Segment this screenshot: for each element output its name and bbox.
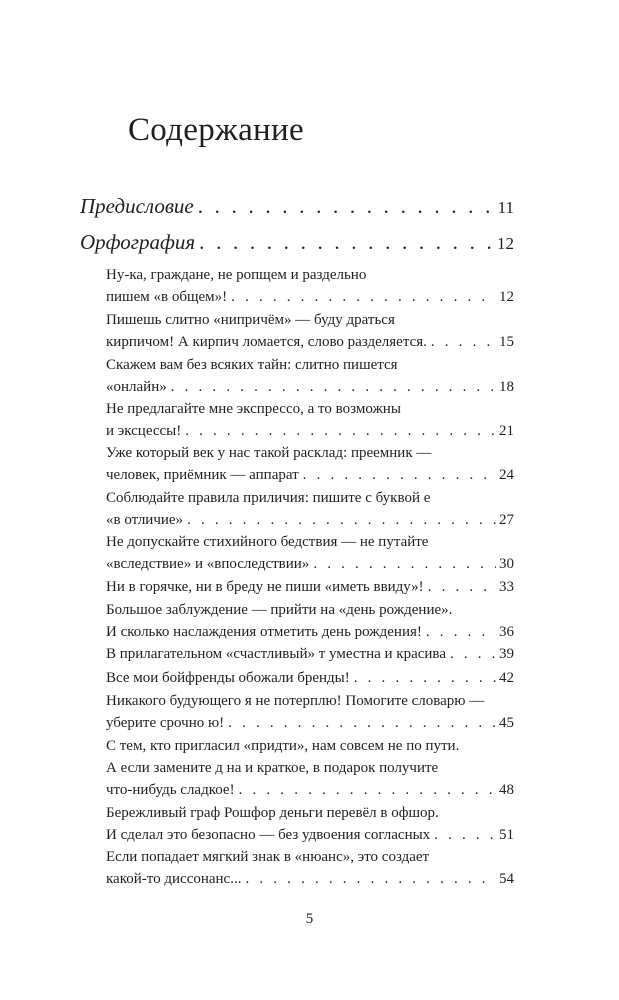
entry-line: пишем «в общем»! bbox=[106, 289, 228, 305]
toc-entry bbox=[106, 802, 514, 846]
dot-leader bbox=[313, 553, 496, 575]
section-page: 12 bbox=[497, 234, 514, 253]
entry-page: 36 bbox=[499, 624, 514, 640]
dot-leader bbox=[354, 667, 496, 689]
entry-line: Не допускайте стихийного бедствия — не путайте bbox=[106, 534, 429, 550]
entry-line: и эксцессы! bbox=[106, 423, 182, 439]
entry-page: 27 bbox=[499, 512, 514, 528]
dot-leader bbox=[434, 824, 496, 846]
toc-entry bbox=[106, 531, 514, 575]
entry-line: «вследствие» и «впоследствии» bbox=[106, 556, 310, 572]
dot-leader bbox=[426, 621, 496, 643]
toc-entry bbox=[106, 690, 514, 734]
dot-leader bbox=[428, 576, 496, 598]
section-title: Предисловие bbox=[80, 194, 194, 218]
entry-line: Скажем вам без всяких тайн: слитно пишется bbox=[106, 357, 398, 373]
toc-entry bbox=[106, 576, 514, 598]
toc-entry bbox=[106, 487, 514, 531]
entry-line: Бережливый граф Рошфор деньги перевёл в офшор. bbox=[106, 805, 439, 821]
entry-page: 30 bbox=[499, 556, 514, 572]
entry-page: 15 bbox=[499, 334, 514, 350]
dot-leader bbox=[450, 643, 496, 665]
toc-entry bbox=[106, 354, 514, 398]
dot-leader bbox=[198, 194, 495, 219]
entry-line: Соблюдайте правила приличия: пишите с буквой е bbox=[106, 490, 431, 506]
entry-line: кирпичом! А кирпич ломается, слово разделяется. bbox=[106, 334, 427, 350]
entry-line: какой-то диссонанс... bbox=[106, 871, 242, 887]
dot-leader bbox=[199, 230, 494, 255]
entry-page: 45 bbox=[499, 715, 514, 731]
entry-line: уберите срочно ю! bbox=[106, 715, 225, 731]
section-title: Орфография bbox=[80, 230, 196, 254]
entry-line: Большое заблуждение — прийти на «день рождение». bbox=[106, 602, 453, 618]
entry-line: И сделал это безопасно — без удвоения согласных bbox=[106, 827, 431, 843]
entry-line: В прилагательном «счастливый» т уместна и красива bbox=[106, 646, 446, 662]
dot-leader bbox=[431, 331, 496, 353]
entry-page: 33 bbox=[499, 579, 514, 595]
entry-page: 12 bbox=[499, 289, 514, 305]
entry-page: 51 bbox=[499, 827, 514, 843]
toc-entry bbox=[106, 442, 514, 486]
entry-line: «в отличие» bbox=[106, 512, 184, 528]
entry-line: Все мои бойфренды обожали бренды! bbox=[106, 670, 350, 686]
toc-entry bbox=[106, 309, 514, 353]
entry-line: А если замените д на и краткое, в подарок получите bbox=[106, 760, 439, 776]
entry-page: 24 bbox=[499, 467, 514, 483]
entry-page: 48 bbox=[499, 782, 514, 798]
entry-line: Никакого будующего я не потерплю! Помогите словарю — bbox=[106, 693, 485, 709]
toc-entry bbox=[106, 264, 514, 308]
dot-leader bbox=[231, 286, 496, 308]
entry-line: И сколько наслаждения отметить день рождения! bbox=[106, 624, 422, 640]
dot-leader bbox=[303, 464, 496, 486]
page-title: Содержание bbox=[128, 112, 304, 148]
toc-entry bbox=[106, 398, 514, 442]
entry-line: Уже который век у нас такой расклад: преемник — bbox=[106, 445, 432, 461]
toc-entry bbox=[106, 667, 514, 689]
entry-line: Ну-ка, граждане, не ропщем и раздельно bbox=[106, 267, 367, 283]
entry-line: Не предлагайте мне экспрессо, а то возможны bbox=[106, 401, 401, 417]
toc-entry bbox=[106, 643, 514, 665]
dot-leader bbox=[245, 868, 496, 890]
entry-line: Ни в горячке, ни в бреду не пиши «иметь ввиду»! bbox=[106, 579, 424, 595]
dot-leader bbox=[187, 509, 496, 531]
entry-line: С тем, кто пригласил «придти», нам совсем не по пути. bbox=[106, 738, 460, 754]
entry-line: Если попадает мягкий знак в «нюанс», это создает bbox=[106, 849, 430, 865]
entry-line: «онлайн» bbox=[106, 379, 167, 395]
entry-page: 21 bbox=[499, 423, 514, 439]
entry-page: 42 bbox=[499, 670, 514, 686]
entry-line: Пишешь слитно «нипричём» — буду драться bbox=[106, 312, 395, 328]
dot-leader bbox=[171, 376, 496, 398]
toc-entry bbox=[106, 735, 514, 801]
dot-leader bbox=[228, 712, 496, 734]
entry-page: 18 bbox=[499, 379, 514, 395]
entry-page: 39 bbox=[499, 646, 514, 662]
entry-line: что-нибудь сладкое! bbox=[106, 782, 235, 798]
section-page: 11 bbox=[497, 198, 514, 217]
toc-entry bbox=[106, 599, 514, 643]
entry-line: человек, приёмник — аппарат bbox=[106, 467, 299, 483]
toc-entry bbox=[106, 846, 514, 890]
dot-leader bbox=[185, 420, 496, 442]
page-number: 5 bbox=[305, 911, 314, 927]
entry-page: 54 bbox=[499, 871, 514, 887]
dot-leader bbox=[239, 779, 496, 801]
